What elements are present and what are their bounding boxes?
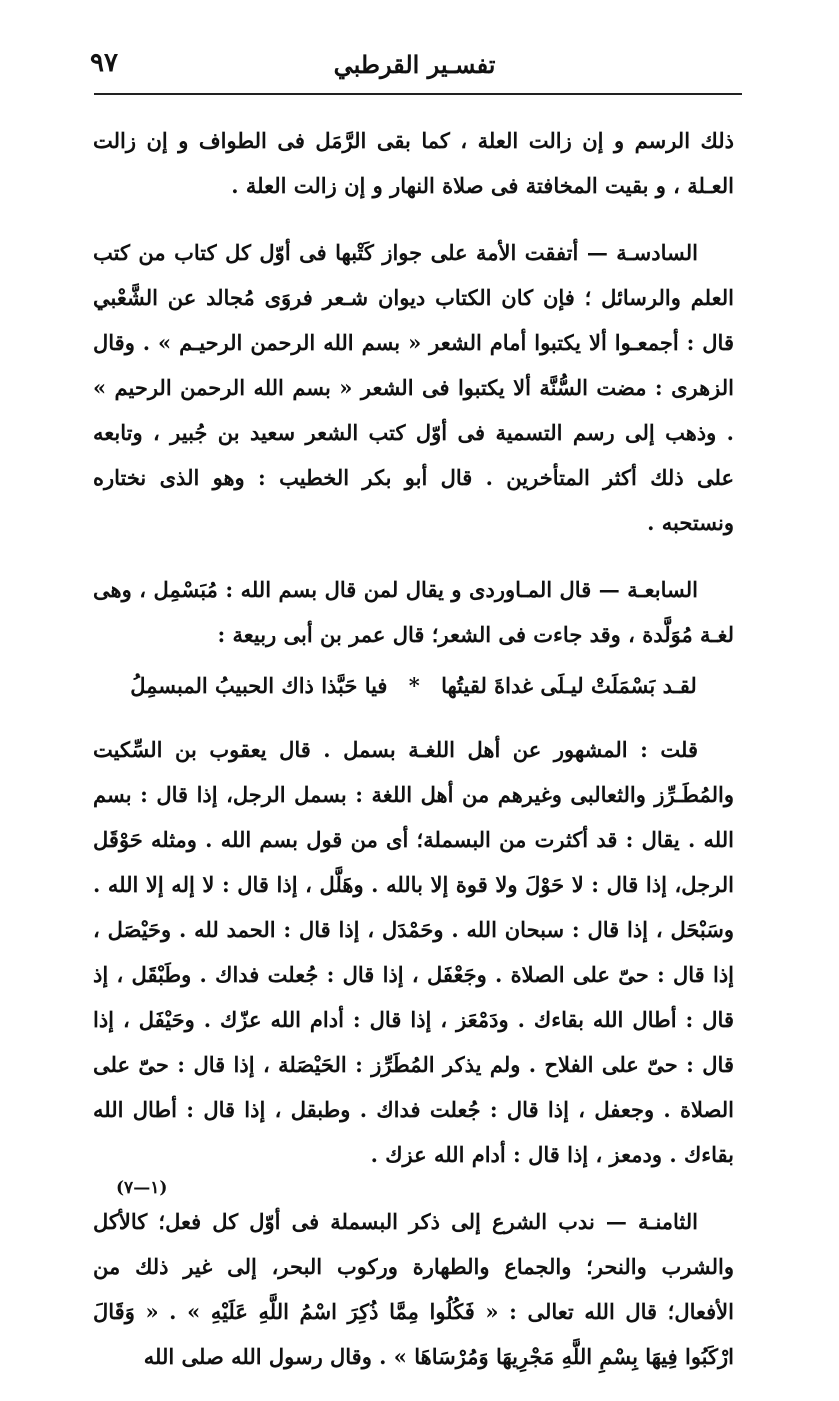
signature-mark: (١—٧) (116, 1178, 168, 1198)
verse-separator: * (408, 673, 420, 698)
paragraph-sixth: السادسـة — أتفقت الأمة على جواز كَتْبها فى أوّل كل كتاب من كتب العلم والرسائل ؛ فإن كان الكتاب ديوان شـعر فروَى مُجالد عن الشَّعْبي قال : أجمعـوا ألا يكتبوا أمام الشعر « بسم الله الرحمن الرحيـم » . وقال الزهرى : مضت السُّنَّة ألا يكتبوا فى الشعر « بسم الله الرحمن الرحيم » . وذهب إلى رسم التسمية فى أوّل كتب الشعر سعيد بن جُبير ، وتابعه على ذلك أكثر المتأخرين . قال أبو بكر الخطيب : وهو الذى نختاره ونستحبه . (93, 240, 734, 535)
verse-second-hemistich: فيا حَبَّذا ذاك الحبيبُ المبسمِلُ (130, 673, 388, 698)
page-body (93, 118, 734, 1401)
running-title: تفسـير القرطبي (333, 50, 496, 79)
paragraph-qultu: قلت : المشهور عن أهل اللغـة بسمل . قال يعقوب بن السِّكيت والمُطَـرِّز والثعالبى وغيرهم من أهل اللغة : بسمل الرجل، إذا قال : بسم الله . يقال : قد أكثرت من البسملة؛ أى من قول بسم الله . ومثله حَوْقَل الرجل، إذا قال : لا حَوْلَ ولا قوة إلا بالله . وهَلَّل ، إذا قال : لا إله إلا الله . وسَبْحَل ، إذا قال : سبحان الله . وحَمْدَل ، إذا قال : الحمد لله . وحَيْصَل ، إذا قال : حىّ على الصلاة . وجَعْفَل ، إذا قال : جُعلت فداك . وطَبْقَل ، إذ قال : أطال الله بقاءك . ودَمْعَز ، إذا قال : أدام الله عزّك . وحَيْفَل ، إذا قال : حىّ على الفلاح . ولم يذكر المُطَرِّز : الحَيْصَلة ، إذا قال : حىّ على الصلاة . وجعفل ، إذا قال : جُعلت فداك . وطبقل ، إذا قال : أطال الله بقاءك . ودمعز ، إذا قال : أدام الله عزك . (93, 737, 734, 1167)
header-rule (94, 93, 742, 95)
paragraph-seventh: السابعـة — قال المـاوردى و يقال لمن قال بسم الله : مُبَسْمِل ، وهى لغـة مُوَلَّدة ، وقد جاءت فى الشعر؛ قال عمر بن أبى ربيعة : (93, 577, 734, 647)
paragraph-continuation: ذلك الرسم و إن زالت العلة ، كما بقى الرَّمَل فى الطواف و إن زالت العـلة ، و بقيت المخافتة فى صلاة النهار و إن زالت العلة . (93, 128, 734, 198)
poetry-verse (93, 663, 734, 709)
page-header (90, 44, 739, 90)
verse-first-hemistich: لقـد بَسْمَلَتْ ليـلَى غداةَ لقيتُها (441, 673, 697, 698)
paragraph-eighth: الثامنـة — ندب الشرع إلى ذكر البسملة فى أوّل كل فعل؛ كالأكل والشرب والنحر؛ والجماع والطهارة وركوب البحر، إلى غير ذلك من الأفعال؛ قال الله تعالى : « فَكُلُوا مِمَّا ذُكِرَ اسْمُ اللَّهِ عَلَيْهِ » . « وَقَالَ ارْكَبُوا فِيهَا بِسْمِ اللَّهِ مَجْرِيهَا وَمُرْسَاهَا » . وقال رسول الله صلى الله (93, 1209, 734, 1369)
page-number: ٩٧ (90, 48, 118, 78)
